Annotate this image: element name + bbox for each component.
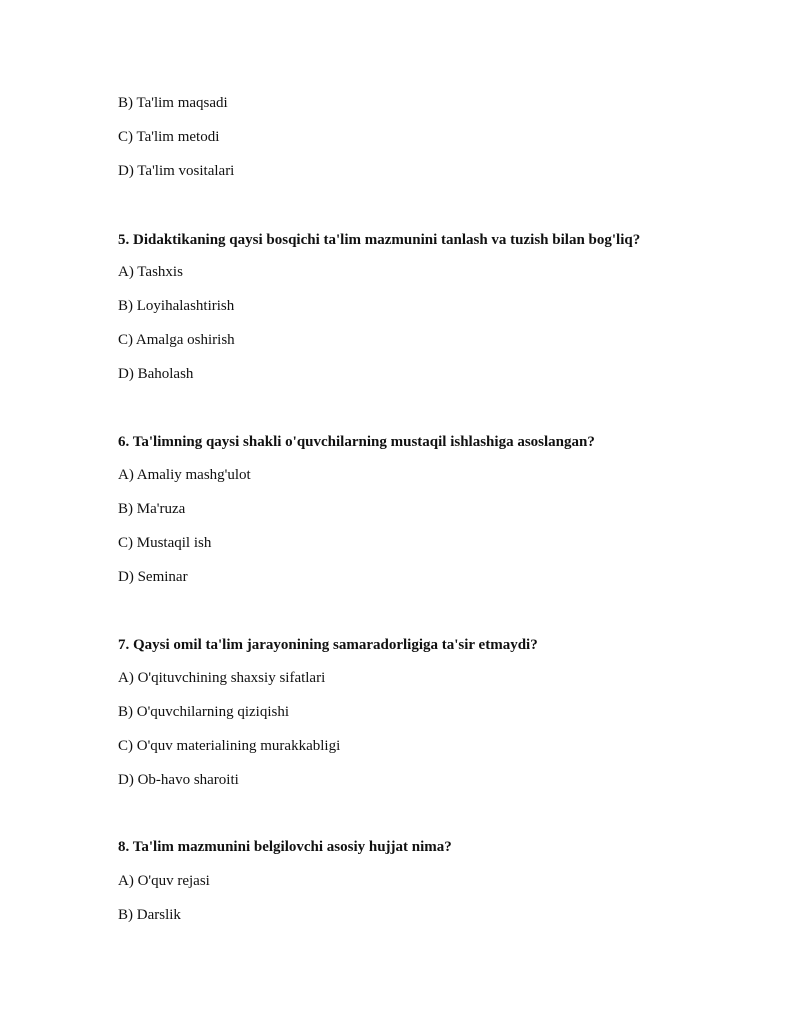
question-8: 8. Ta'lim mazmunini belgilovchi asosiy hujjat nima?	[118, 839, 452, 855]
question-5: 5. Didaktikaning qaysi bosqichi ta'lim mazmunini tanlash va tuzish bilan bog'liq?	[118, 232, 641, 248]
option-5a: A) Tashxis	[118, 264, 183, 280]
option-5b: B) Loyihalashtirish	[118, 298, 235, 314]
option-6d: D) Seminar	[118, 569, 188, 585]
option-5d: D) Baholash	[118, 366, 194, 382]
option-7d: D) Ob-havo sharoiti	[118, 772, 239, 788]
option-5c: C) Amalga oshirish	[118, 332, 235, 348]
option-6a: A) Amaliy mashg'ulot	[118, 467, 251, 483]
question-6: 6. Ta'limning qaysi shakli o'quvchilarning mustaqil ishlashiga asoslangan?	[118, 434, 595, 450]
option-6b: B) Ma'ruza	[118, 501, 186, 517]
option-4d: D) Ta'lim vositalari	[118, 163, 235, 179]
option-7b: B) O'quvchilarning qiziqishi	[118, 704, 290, 720]
question-7: 7. Qaysi omil ta'lim jarayonining samaradorligiga ta'sir etmaydi?	[118, 637, 538, 653]
option-7c: C) O'quv materialining murakkabligi	[118, 738, 341, 754]
option-6c: C) Mustaqil ish	[118, 535, 212, 551]
option-4c: C) Ta'lim metodi	[118, 129, 220, 145]
option-4b: B) Ta'lim maqsadi	[118, 95, 228, 111]
option-8b: B) Darslik	[118, 907, 181, 923]
option-7a: A) O'qituvchining shaxsiy sifatlari	[118, 670, 326, 686]
option-8a: A) O'quv rejasi	[118, 873, 210, 889]
